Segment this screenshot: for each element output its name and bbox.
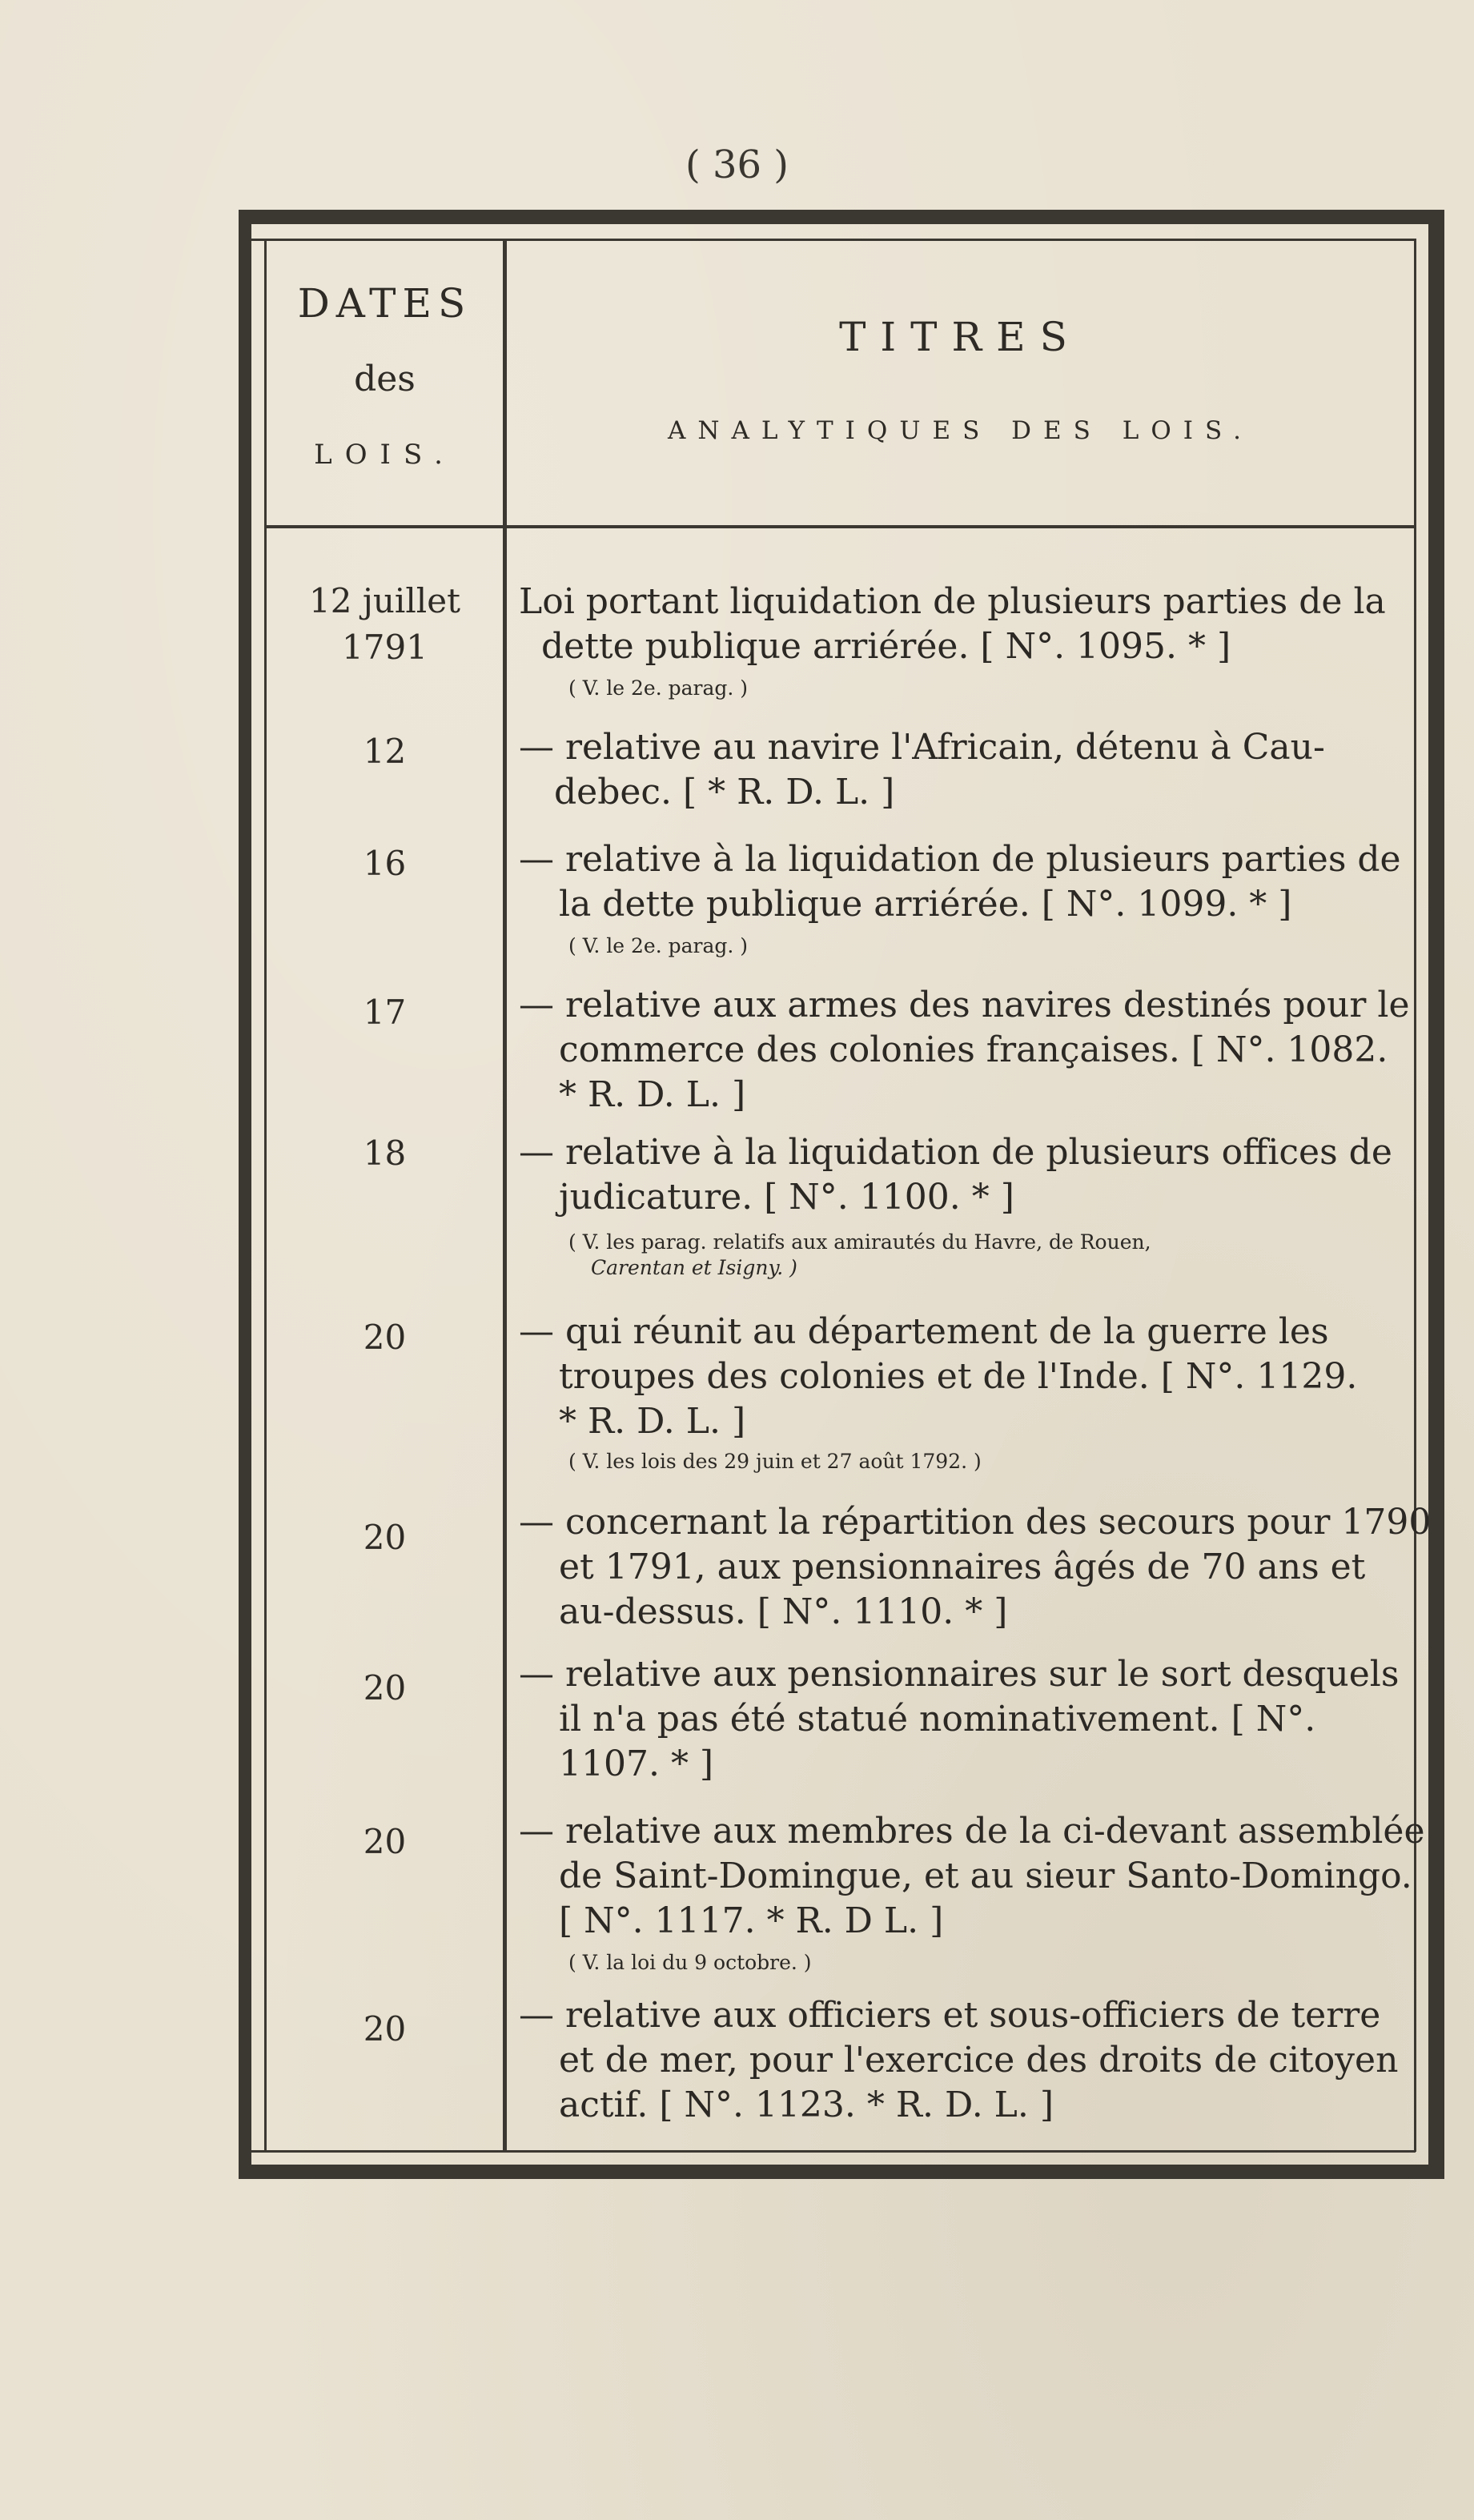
entry-line: — qui réunit au département de la guerre les bbox=[519, 1311, 1329, 1352]
entry-line: actif. [ N°. 1123. * R. D. L. ] bbox=[559, 2085, 1054, 2125]
entry-ref: ( V. les parag. relatifs aux amirautés du Havre, de Rouen, bbox=[568, 1230, 1151, 1254]
frame-bottom-thin-rule bbox=[247, 2150, 1416, 2153]
entry-line: — relative à la liquidation de plusieurs offices de bbox=[519, 1132, 1392, 1173]
entry-date: 18 bbox=[363, 1134, 407, 1173]
header-lois: LOIS. bbox=[314, 439, 456, 471]
entry-ref: ( V. le 2e. parag. ) bbox=[568, 676, 749, 700]
frame-right-thin-rule bbox=[1414, 239, 1416, 2152]
entry-date: 20 bbox=[363, 1822, 407, 1861]
entry-date: 20 bbox=[363, 2009, 407, 2049]
frame-right-thick-rule bbox=[1428, 210, 1444, 2179]
entry-line: * R. D. L. ] bbox=[559, 1401, 746, 1442]
header-analytiques: ANALYTIQUES DES LOIS. bbox=[668, 416, 1253, 445]
entry-date: 12 bbox=[363, 732, 407, 771]
header-des: des bbox=[354, 359, 416, 399]
entry-line: la dette publique arriérée. [ N°. 1099. * ] bbox=[559, 884, 1292, 925]
frame-top-thick-rule bbox=[247, 210, 1444, 224]
entry-line: — relative aux membres de la ci-devant assemblée bbox=[519, 1811, 1425, 1852]
entry-line: il n'a pas été statué nominativement. [ N°. bbox=[559, 1699, 1316, 1740]
page-number: ( 36 ) bbox=[685, 142, 789, 187]
entry-line: de Saint-Domingue, et au sieur Santo-Domingo. bbox=[559, 1856, 1412, 1896]
entry-line: * R. D. L. ] bbox=[559, 1074, 746, 1115]
entry-line: judicature. [ N°. 1100. * ] bbox=[559, 1177, 1014, 1218]
entry-ref: ( V. les lois des 29 juin et 27 août 1792. ) bbox=[568, 1450, 982, 1473]
entry-date: 20 bbox=[363, 1318, 407, 1357]
header-titres: TITRES bbox=[839, 314, 1082, 360]
entry-date-year: 1791 bbox=[342, 628, 428, 667]
entry-line: — relative à la liquidation de plusieurs parties de bbox=[519, 839, 1401, 880]
entry-line: debec. [ * R. D. L. ] bbox=[554, 772, 895, 813]
entry-line: troupes des colonies et de l'Inde. [ N°. 1129. bbox=[559, 1356, 1358, 1397]
entry-date: 17 bbox=[363, 993, 407, 1032]
entry-line: dette publique arriérée. [ N°. 1095. * ] bbox=[541, 626, 1231, 667]
entry-line: — relative aux armes des navires destinés pour le bbox=[519, 985, 1410, 1025]
frame-top-thin-rule bbox=[247, 239, 1416, 241]
entry-date: 12 juillet bbox=[309, 581, 460, 620]
entry-line: — relative aux pensionnaires sur le sort desquels bbox=[519, 1654, 1400, 1695]
entry-line: et 1791, aux pensionnaires âgés de 70 ans et bbox=[559, 1547, 1366, 1587]
entry-line: — relative au navire l'Africain, détenu à Cau- bbox=[519, 727, 1325, 768]
entry-line: — concernant la répartition des secours pour 1790 bbox=[519, 1502, 1432, 1543]
entry-ref: ( V. la loi du 9 octobre. ) bbox=[568, 1951, 812, 1974]
entry-line: commerce des colonies françaises. [ N°. 1082. bbox=[559, 1029, 1388, 1070]
entry-date: 16 bbox=[363, 844, 407, 883]
entry-date: 20 bbox=[363, 1668, 407, 1707]
entry-ref: Carentan et Isigny. ) bbox=[591, 1256, 797, 1279]
entry-ref: ( V. le 2e. parag. ) bbox=[568, 934, 749, 957]
entry-line: — relative aux officiers et sous-officiers de terre bbox=[519, 1995, 1381, 2036]
frame-left-thick-rule bbox=[239, 210, 251, 2179]
header-dates: DATES bbox=[297, 280, 472, 327]
entry-line: 1107. * ] bbox=[559, 1744, 714, 1784]
header-bottom-rule bbox=[267, 525, 1414, 528]
entry-line: Loi portant liquidation de plusieurs parties de la bbox=[519, 581, 1386, 622]
entry-line: et de mer, pour l'exercice des droits de citoyen bbox=[559, 2040, 1399, 2081]
entry-date: 20 bbox=[363, 1518, 407, 1557]
entry-line: au-dessus. [ N°. 1110. * ] bbox=[559, 1591, 1008, 1632]
frame-bottom-thick-rule bbox=[247, 2165, 1444, 2179]
entry-line: [ N°. 1117. * R. D L. ] bbox=[559, 1900, 944, 1941]
